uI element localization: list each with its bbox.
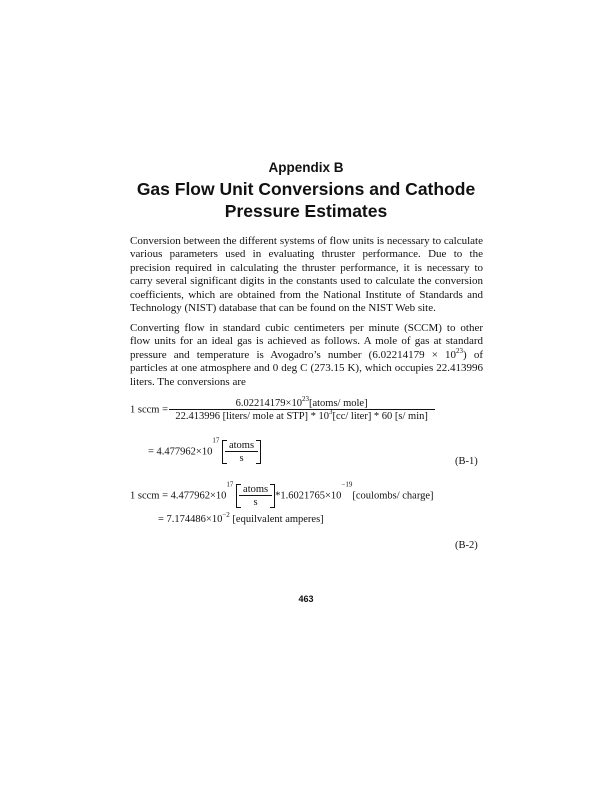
eq-denominator: [169, 409, 435, 422]
eq-lhs: 1 sccm =: [130, 404, 168, 416]
equation-b2-line2: [158, 511, 324, 525]
equation-label-b2: (B-2): [455, 540, 478, 551]
eq-exp: 17: [226, 480, 234, 489]
equation-b2-line1: [130, 480, 434, 508]
eq-exp: 23: [301, 395, 309, 403]
page-title: [0, 178, 612, 222]
eq-text: [coulombs/ charge]: [352, 490, 434, 502]
eq-exp: 17: [212, 436, 220, 445]
eq-bracket: [222, 440, 261, 464]
eq-text: [atoms/ mole]: [308, 398, 368, 409]
eq-text: atoms: [228, 440, 255, 451]
eq-text: [equilvalent amperes]: [229, 514, 324, 525]
eq-text: s: [239, 495, 272, 508]
eq-text: 6.02214179×10: [235, 398, 302, 409]
eq-text: = 7.174486×10: [158, 514, 223, 525]
eq-exp: −19: [341, 480, 353, 489]
eq-text: *1.6021765×10: [275, 490, 342, 502]
appendix-label: Appendix B: [268, 160, 344, 175]
eq-unit-fraction: [241, 484, 270, 508]
page-number: 463: [298, 594, 314, 604]
eq-exp: 3: [329, 408, 333, 416]
eq-text: atoms: [243, 484, 269, 495]
equation-b1-line2: [148, 436, 261, 464]
eq-unit-fraction: [227, 440, 256, 464]
eq-fraction: [171, 395, 433, 422]
paragraph-text: ) of particles at one atmosphere and 0 deg C (273.15 K), which occupies 22.413996 liters. The conversions are: [130, 348, 483, 388]
paragraph-sccm: [130, 322, 483, 389]
eq-text: 22.413996 [liters/ mole at STP] * 10: [175, 411, 330, 422]
eq-text: 1 sccm = 4.477962×10: [130, 490, 227, 502]
paragraph-intro: Conversion between the different systems of flow units is necessary to calculate various parameters used in evaluating thruster performance. Due to the precision required in calculating the thruster performance, it is necessary to carry several significant digits in the constants used to calculate the conversion coefficients, which are obtained from the National Institute of Standards and Technology (NIST) database that can be found on the NIST Web site.: [130, 235, 483, 315]
title-line-1: Gas Flow Unit Conversions and Cathode: [136, 179, 476, 199]
exponent: 23: [456, 346, 464, 355]
equation-b1-line1: [130, 395, 433, 422]
title-line-2: Pressure Estimates: [224, 201, 388, 221]
eq-text: [cc/ liter] * 60 [s/ min]: [332, 411, 428, 422]
paragraph-text: Converting flow in standard cubic centimeters per minute (SCCM) to other flow units for an ideal gas is achieved as follows. A mole of gas at standard pressure and temperature is Avogadro’s number (6.02214179 × 10: [130, 322, 483, 361]
eq-text: s: [225, 451, 258, 464]
eq-text: = 4.477962×10: [148, 446, 213, 458]
equation-label-b1: (B-1): [455, 456, 478, 467]
eq-exp: −2: [222, 511, 230, 519]
eq-numerator: [234, 395, 370, 409]
eq-bracket: [236, 484, 275, 508]
